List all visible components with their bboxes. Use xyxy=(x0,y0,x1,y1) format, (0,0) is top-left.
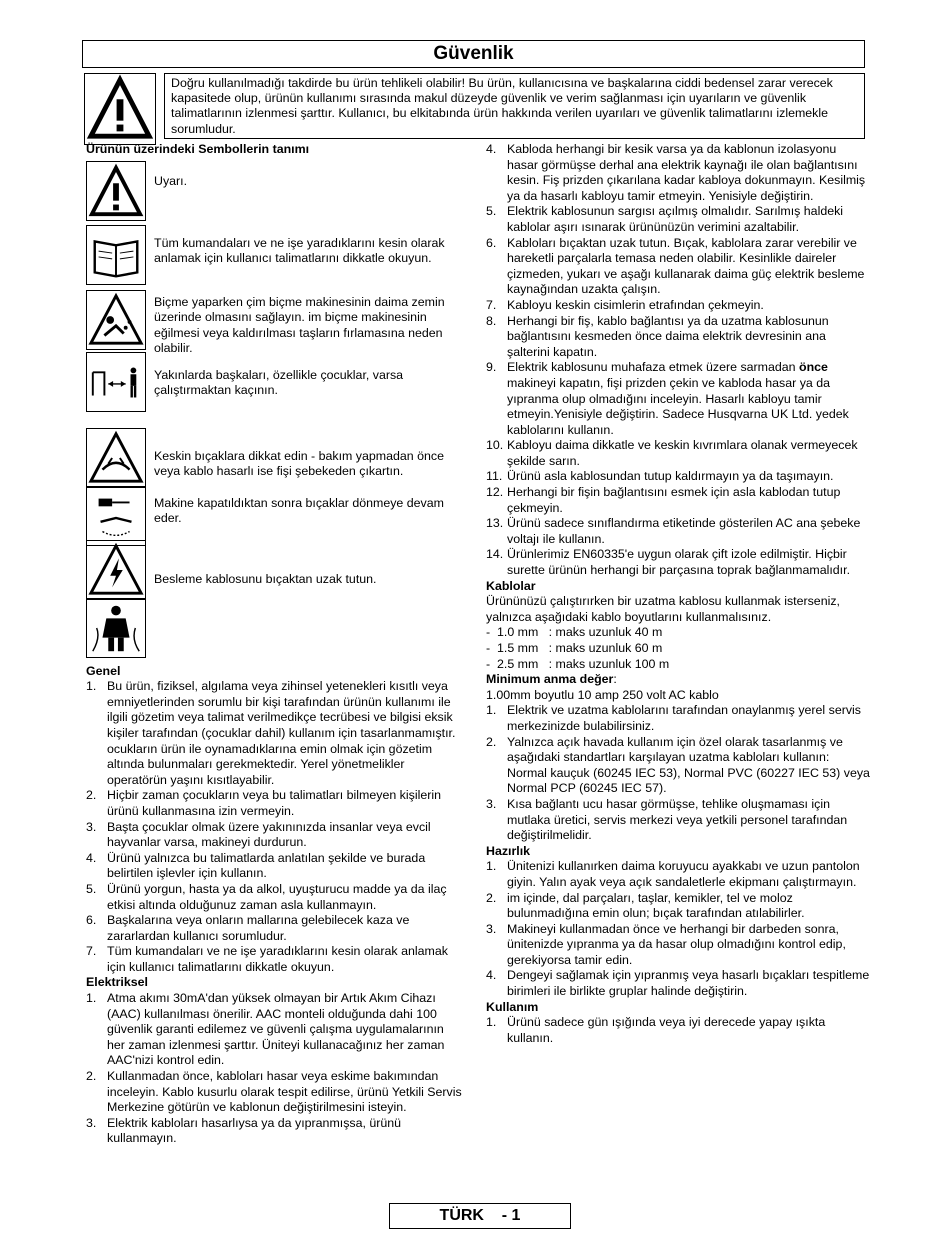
list-item: 2. Hiçbir zaman çocukların veya bu talimatları bilmeyen kişilerin ürünü kullanmasına izin vermeyin. xyxy=(86,788,441,818)
thrown-objects-icon xyxy=(86,290,146,350)
kablolar-intro: Ürününüzü çalıştırırken bir uzatma kablosu kullanmak isterseniz, yalnızca aşağıdaki kablo boyutlarını kullanmalısınız. xyxy=(486,594,840,624)
list-item: 1. Atma akımı 30mA'dan yüksek olmayan bir Artık Akım Cihazı (AAC) kullanılması önerilir. AAC monteli olduğunda dahi 100 güvenlik garanti edilemez ve güvenli çalışma uygulamalarının her zaman izlenmesi şarttır. Üniteyi kullanacağınız her zaman AAC'nizi kontrol edin. xyxy=(86,991,445,1068)
list-item: 2. Kullanmadan önce, kabloları hasar veya eskime bakımından inceleyin. Kablo kusurlu olarak tespit edilirse, ürünü Yetkili Servis Merkezine götürün ve kablonun değiştirilmesini isteyin. xyxy=(86,1069,462,1115)
symbol-row xyxy=(86,540,464,664)
genel-heading: Genel xyxy=(86,663,121,678)
symbol-description: Keskin bıçaklara dikkat edin - bakım yapmadan önce veya kablo hasarlı ise fişi şebekeden çıkartın. xyxy=(154,448,444,479)
list-item: - 2.5 mm : maks uzunluk 100 m xyxy=(486,656,670,671)
symbol-row xyxy=(86,158,464,225)
elektriksel-heading: Elektriksel xyxy=(86,975,148,990)
rating-line: 1.00mm boyutlu 10 amp 250 volt AC kablo xyxy=(486,687,719,702)
list-item: 4. Kabloda herhangi bir kesik varsa ya da kablonun izolasyonu hasar görmüşse derhal ana elektrik kaynağı ile olan bağlantısını kesin. Fiş prizden çıkarılana kadar kabloya dokunmayın. Kesilmiş ya da hasarlı kabloyu tamir etmeyin. Yenisiyle değiştirin. xyxy=(486,142,866,203)
list-item: 6. Kabloları bıçaktan uzak tutun. Bıçak, kablolara zarar verebilir ve hareketli parçalarla temasa neden olabilir. Kesinlikle daireler çizmeden, yukarı ve aşağı kullanarak daima güç elektrik besleme kaynağından uzakta çalışın. xyxy=(486,235,865,297)
symbol-description: Yakınlarda başkaları, özellikle çocuklar, varsa çalıştırmaktan kaçının. xyxy=(154,367,404,398)
elektriksel-list-right xyxy=(486,142,870,579)
left-column xyxy=(86,142,464,1147)
electric-shock-icon xyxy=(86,540,146,600)
list-item: 2. im içinde, dal parçaları, taşlar, kemikler, tel ve moloz bulunmadığına emin olun; bıçak tarafından atılabilirler. xyxy=(486,890,805,921)
genel-list xyxy=(86,679,464,975)
list-item: 6. Başkalarına veya onların mallarına gelebilecek kaza ve zararlardan kullanıcı sorumludur. xyxy=(86,913,410,943)
kablolar-heading: Kablolar xyxy=(486,578,536,593)
list-item: 4. Dengeyi sağlamak için yıpranmış veya hasarlı bıçakları tespitleme birimleri ile birlikte gruplar halinde değiştirin. xyxy=(486,968,870,999)
list-item: 10. Kabloyu daima dikkatle ve keskin kıvrımlara olanak vermeyecek şekilde sarın. xyxy=(486,438,858,468)
list-item: 11. Ürünü asla kablosundan tutup kaldırmayın ya da taşımayın. xyxy=(486,469,834,484)
intro-warning-text: Doğru kullanılmadığı takdirde bu ürün tehlikeli olabilir! Bu ürün, kullanıcısına ve başkalarına ciddi bedensel zarar verecek kapasitede olup, ürünün kullanımı sırasında makul düzeyde güvenlik ve verim sağlanması için uyarıların ve güvenlik talimatlarının izlenmesi şarttır. Kullanıcı, bu elkitabında ürün hakkında verilen uyarıları ve güvenlik talimatlarını izlemekle sorumludur. xyxy=(164,73,865,139)
list-item: 5. Ürünü yorgun, hasta ya da alkol, uyuşturucu madde ya da ilaç etkisi altında olduğunuz zaman asla kullanmayın. xyxy=(86,881,447,912)
elektriksel-list-left xyxy=(86,991,464,1147)
list-item: 9. Elektrik kablosunu muhafaza etmek üzere sarmadan önce makineyi kapatın, fişi prizden çekin ve kabloda hasar ya da yıpranma olup olmadığını inceleyin. Hasarlı kabloyu tamir etmeyin.Yenisiyle değiştirin. Sadece Husqvarna UK Ltd. yedek kablolarını kullanın. xyxy=(486,360,849,437)
right-column xyxy=(486,142,870,1046)
warning-triangle-icon xyxy=(84,73,156,145)
list-item: 1. Ürünü sadece gün ışığında veya iyi derecede yapay ışıkta kullanın. xyxy=(486,1015,826,1045)
kullanim-list xyxy=(486,1015,870,1046)
page-footer xyxy=(389,1203,571,1229)
kablolar-list xyxy=(486,703,870,843)
symbol-row xyxy=(86,418,464,540)
sharp-blades-icon xyxy=(86,428,146,488)
symbols-heading: Ürünün üzerindeki Sembollerin tanımı xyxy=(86,142,310,156)
hazirlik-heading: Hazırlık xyxy=(486,843,531,858)
symbol-row xyxy=(86,352,464,418)
symbol-description: Uyarı. xyxy=(154,173,188,188)
page-title: Güvenlik xyxy=(82,40,865,68)
cable-size-list xyxy=(486,625,870,672)
list-item: 3. Makineyi kullanmadan önce ve herhangi bir darbeden sonra, ünitenizde yıpranma ya da hasar olup olmadığını kontrol edip, gerekiyorsa tamir edin. xyxy=(486,921,846,967)
list-item: 8. Herhangi bir fiş, kablo bağlantısı ya da uzatma kablosunun bağlantısını kesmeden önce daima elektrik devresinin ana şalterini kapatın. xyxy=(486,313,829,359)
list-item: - 1.0 mm : maks uzunluk 40 m xyxy=(486,625,663,640)
list-item: 7. Kabloyu keskin cisimlerin etrafından çekmeyin. xyxy=(486,297,764,312)
list-item: 3. Elektrik kabloları hasarlıysa ya da yıpranmışsa, ürünü kullanmayın. xyxy=(86,1115,402,1146)
list-item: 5. Elektrik kablosunun sargısı açılmış olmalıdır. Sarılmış haldeki kablolar aşırı ısınarak ürününüzün verimini azaltabilir. xyxy=(486,204,844,234)
list-item: - 1.5 mm : maks uzunluk 60 m xyxy=(486,641,663,655)
list-item: 14. Ürünlerimiz EN60335'e uygun olarak çift izole edilmiştir. Hiçbir surette ürünün herhangi bir parçasına toprak bağlanmamalıdır. xyxy=(486,547,851,578)
footer-language: TÜRK xyxy=(439,1207,484,1224)
list-item: 1. Elektrik ve uzatma kablolarını tarafından onaylanmış yerel servis merkezinizde bulabilirsiniz. xyxy=(486,703,861,733)
list-item: 2. Yalnızca açık havada kullanım için özel olarak tasarlanmış ve aşağıdaki standartları karşılayan uzatma kabloları kullanın: Normal kauçuk (60245 IEC 53), Normal PVC (60227 IEC 53) veya Normal PCP (60245 IEC 57). xyxy=(486,734,870,796)
manual-book-icon xyxy=(86,225,146,285)
symbol-row xyxy=(86,225,464,288)
symbol-row xyxy=(86,288,464,356)
list-item: 13. Ürünü sadece sınıflandırma etiketinde gösterilen AC ana şebeke voltajı ile kullanın. xyxy=(486,516,861,546)
list-item: 7. Tüm kumandaları ve ne işe yaradıklarını kesin olarak anlamak için kullanıcı talimatlarını dikkatle okuyun. xyxy=(86,944,448,974)
cable-person-icon xyxy=(86,598,146,658)
hazirlik-list xyxy=(486,859,870,999)
blade-rotation-icon xyxy=(86,486,146,546)
symbol-description: Tüm kumandaları ve ne işe yaradıklarını kesin olarak anlamak için kullanıcı talimatlarını dikkatle okuyun. xyxy=(154,235,445,266)
rating-heading-line: Minimum anma değer: xyxy=(486,672,617,687)
symbol-description: Besleme kablosunu bıçaktan uzak tutun. xyxy=(154,571,377,586)
rating-heading: Minimum anma değer xyxy=(486,672,614,687)
list-item: 4. Ürünü yalnızca bu talimatlarda anlatılan şekilde ve burada belirtilen işlevler için kullanın. xyxy=(86,850,426,881)
warning-triangle-icon xyxy=(86,161,146,221)
list-item: 3. Kısa bağlantı ucu hasar görmüşse, tehlike oluşmaması için mutlaka üretici, servis merkezi veya yetkili personel tarafından değiştirilmelidir. xyxy=(486,796,848,843)
list-item: 1. Bu ürün, fiziksel, algılama veya zihinsel yetenekleri kısıtlı veya emniyetlerinden sorumlu bir kişi tarafından ürünün kullanımı ile ilgili gözetim veya talimat verilmedikçe tecrübesi ve bilgisi eksik kişiler tarafından (çocuklar dahil) kullanım için tasarlanmamıştır. ocukların ürün ile oynamadıklarına emin olmak için gözetim altında bulunmaları gerekmektedir. Yerel yönetmelikler operatörün yaşını kısıtlayabilir. xyxy=(86,679,456,787)
symbol-description: Makine kapatıldıktan sonra bıçaklar dönmeye devam eder. xyxy=(154,495,444,526)
kullanim-heading: Kullanım xyxy=(486,999,539,1014)
keep-distance-icon xyxy=(86,352,146,412)
list-item: 12. Herhangi bir fişin bağlantısını esmek için asla kablodan tutup çekmeyin. xyxy=(486,485,841,515)
footer-page-number: - 1 xyxy=(501,1207,521,1224)
symbol-description: Biçme yaparken çim biçme makinesinin daima zemin üzerinde olmasını sağlayın. im biçme makinesinin eğilmesi veya kaldırılması taşların fırlamasına neden olabilir. xyxy=(154,294,445,356)
list-item: 1. Ünitenizi kullanırken daima koruyucu ayakkabı ve uzun pantolon giyin. Yalın ayak veya açık sandaletlerle ekipmanı çalıştırmayın. xyxy=(486,859,860,889)
list-item: 3. Başta çocuklar olmak üzere yakınınızda insanlar veya evcil hayvanlar varsa, makineyi durdurun. xyxy=(86,819,431,850)
